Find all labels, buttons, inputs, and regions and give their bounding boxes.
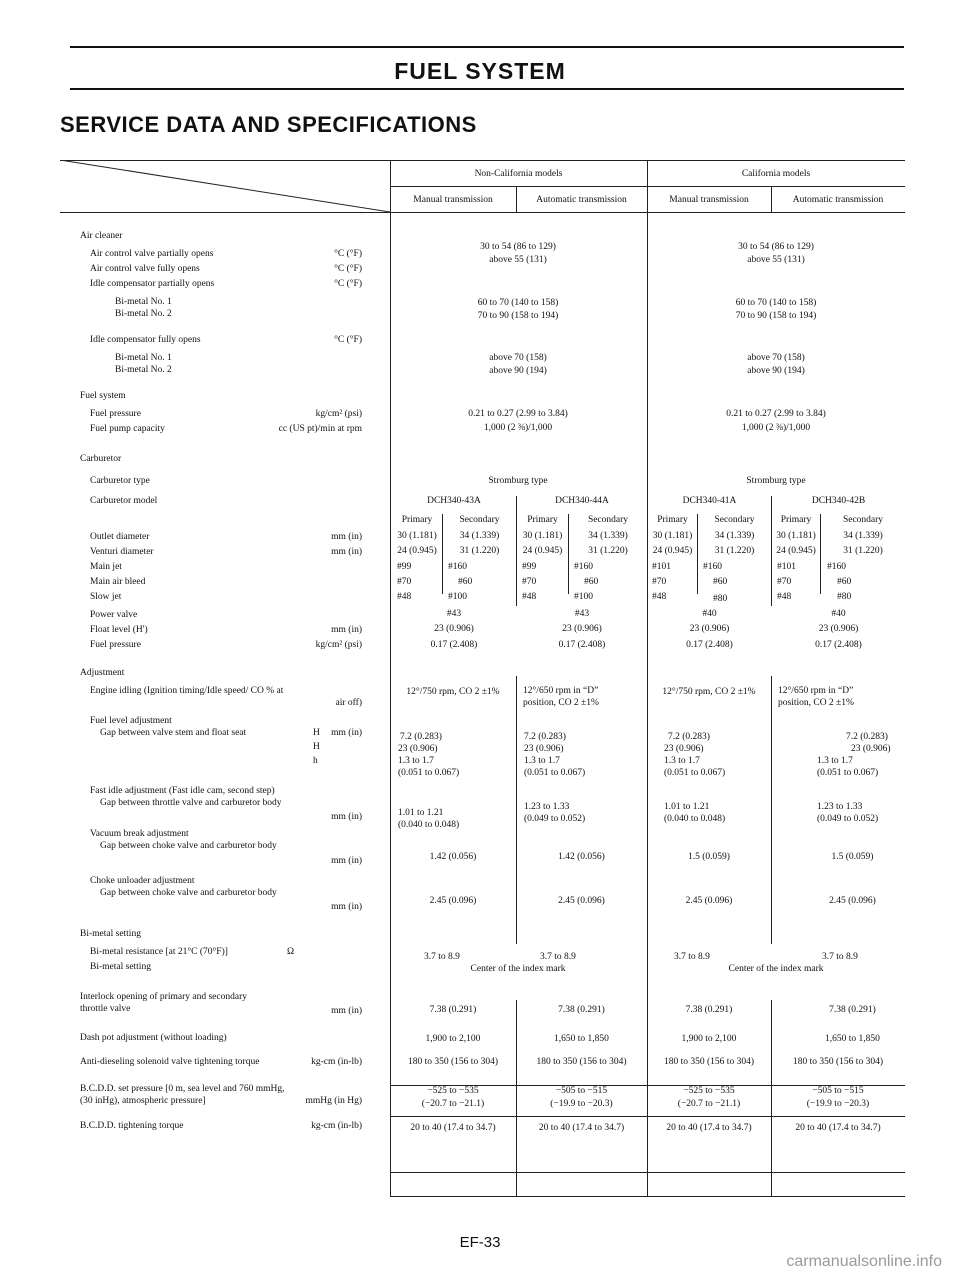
m4-main-jet-p: #101 (777, 562, 796, 572)
c3-dash-pot: 1,900 to 2,100 (681, 1034, 737, 1044)
m2-main-jet-p: #99 (522, 562, 537, 572)
m4-slow-jet-p: #48 (777, 592, 792, 602)
label-bimetal-setting: Bi-metal setting (80, 929, 141, 939)
page-number: EF-33 (459, 1234, 501, 1251)
c4-bimetal-res: 3.7 to 8.9 (822, 952, 858, 962)
m1-main-jet-s: #160 (448, 562, 467, 572)
row-rule-bcdd (390, 1116, 905, 1117)
noncal-ic-partial-1: 60 to 70 (140 to 158) (477, 298, 559, 308)
m4-main-jet-s: #160 (827, 562, 846, 572)
m4-power-valve: #40 (831, 609, 846, 619)
m4-outlet-p: 30 (1.181) (776, 531, 816, 541)
c2-dash-pot: 1,650 to 1,850 (554, 1034, 609, 1044)
m3-slow-jet-p: #48 (652, 592, 667, 602)
unit-idle-full: °C (°F) (334, 335, 362, 345)
m1-venturi-p: 24 (0.945) (397, 546, 437, 556)
c4-vacuum-break: 1.5 (0.059) (831, 852, 874, 862)
unit-interlock: mm (in) (331, 1006, 362, 1016)
unit-bcdd-torque: kg-cm (in-lb) (311, 1121, 362, 1131)
chapter-title: FUEL SYSTEM (394, 58, 566, 84)
label-vacuum-break: Vacuum break adjustment (90, 829, 189, 839)
c1-choke-unloader: 2.45 (0.096) (429, 896, 477, 906)
label-carb-model: Carburetor model (90, 496, 158, 506)
c1-interlock: 7.38 (0.291) (429, 1005, 477, 1015)
unit-fast-idle: mm (in) (331, 812, 362, 822)
unit-vacuum-break: mm (in) (331, 856, 362, 866)
model-2: DCH340-44A (555, 496, 609, 506)
label-bimetal-resistance: Bi-metal resistance [at 21°C (70°F)] (90, 947, 228, 957)
m2-outlet-s: 34 (1.339) (588, 531, 628, 541)
noncal-ic-partial-2: 70 to 90 (158 to 194) (477, 311, 559, 321)
m1-slow-jet-s: #100 (448, 592, 467, 602)
m2-main-jet-s: #160 (574, 562, 593, 572)
noncal-fuel-pump: 1,000 (2 ⅜)/1,000 (483, 423, 553, 433)
m1-main-air-s: #60 (458, 577, 473, 587)
m2-secondary: Secondary (587, 515, 629, 525)
c3-bimetal-res: 3.7 to 8.9 (674, 952, 710, 962)
label-gap-choke: Gap between choke valve and carburetor body (100, 841, 277, 851)
c4-fast-idle-2: (0.049 to 0.052) (817, 814, 879, 824)
label-carburetor: Carburetor (80, 454, 122, 464)
m3-venturi-s: 31 (1.220) (714, 546, 755, 556)
c3-fast-idle-1: 1.01 to 1.21 (664, 802, 710, 812)
c2-interlock: 7.38 (0.291) (558, 1005, 605, 1015)
label-anti-dieseling: Anti-dieseling solenoid valve tightening torque (80, 1057, 260, 1067)
cal-bottom-divider (771, 1000, 772, 1196)
label-fuel-system: Fuel system (80, 391, 126, 401)
c4-bcdd-1: −505 to −515 (812, 1086, 864, 1096)
header-cal-auto: Automatic transmission (792, 195, 884, 205)
label-fuel-level-adj: Fuel level adjustment (90, 716, 172, 726)
c3-gap-h2: (0.051 to 0.067) (664, 768, 726, 778)
noncal-bimetal-center: Center of the index mark (470, 964, 566, 974)
unit-fuel-pressure: kg/cm² (psi) (315, 409, 362, 419)
label-idle-comp-partial: Idle compensator partially opens (90, 279, 215, 289)
m3-power-valve: #40 (702, 609, 717, 619)
label-power-valve: Power valve (90, 610, 138, 620)
c4-dash-pot: 1,650 to 1,850 (825, 1034, 880, 1044)
m2-float-level: 23 (0.906) (562, 624, 602, 634)
m3-float-level: 23 (0.906) (689, 624, 730, 634)
header-noncal: Non-California models (474, 169, 563, 179)
cal-fuel-pump: 1,000 (2 ⅜)/1,000 (741, 423, 811, 433)
cal-ic-full-1: above 70 (158) (747, 353, 805, 363)
m1-power-valve: #43 (446, 609, 462, 619)
m4-main-air-s: #60 (837, 577, 852, 587)
top-rule (70, 46, 904, 48)
label-venturi: Venturi diameter (90, 547, 154, 557)
section-title: SERVICE DATA AND SPECIFICATIONS (60, 112, 477, 137)
label-bimetal-1: Bi-metal No. 1 (115, 297, 172, 307)
m3-outlet-p: 30 (1.181) (652, 531, 693, 541)
m3-carb-fuel-pressure: 0.17 (2.408) (686, 640, 733, 650)
unit-outlet: mm (in) (331, 532, 362, 542)
c4-gap-H1: 7.2 (0.283) (846, 732, 888, 742)
label-choke-unloader: Choke unloader adjustment (90, 876, 195, 886)
label-adjustment: Adjustment (80, 668, 125, 678)
label-gap-throttle: Gap between throttle valve and carburetor body (100, 798, 282, 808)
c1-gap-h2: (0.051 to 0.067) (398, 768, 460, 778)
m3-main-jet-p: #101 (652, 562, 671, 572)
label-idle-comp-full: Idle compensator fully opens (90, 335, 201, 345)
m2-slow-jet-p: #48 (522, 592, 537, 602)
unit-idle-partial: °C (°F) (334, 279, 362, 289)
noncal-bottom-divider (516, 1000, 517, 1196)
c2-gap-H1: 7.2 (0.283) (524, 732, 566, 742)
m1-outlet-p: 30 (1.181) (397, 531, 437, 541)
m4-venturi-p: 24 (0.945) (776, 546, 816, 556)
label-interlock-1: Interlock opening of primary and secondary (80, 992, 247, 1002)
c2-bimetal-res: 3.7 to 8.9 (540, 952, 576, 962)
c4-choke-unloader: 2.45 (0.096) (829, 896, 876, 906)
label-bimetal-setting2: Bi-metal setting (90, 962, 151, 972)
label-gap-choke2: Gap between choke valve and carburetor body (100, 888, 277, 898)
c2-bcdd-1: −505 to −515 (555, 1086, 608, 1096)
m4-secondary: Secondary (842, 515, 884, 525)
m4-float-level: 23 (0.906) (818, 624, 859, 634)
m2-outlet-p: 30 (1.181) (522, 531, 563, 541)
c1-anti-dieseling: 180 to 350 (156 to 304) (408, 1057, 498, 1067)
label-bimetal-2: Bi-metal No. 2 (115, 309, 172, 319)
unit-idling: air off) (335, 698, 362, 708)
model-4: DCH340-42B (811, 496, 866, 506)
unit-ohm: Ω (287, 947, 295, 957)
c4-bcdd-2: (−19.9 to −20.3) (806, 1099, 870, 1109)
c1-dash-pot: 1,900 to 2,100 (425, 1034, 481, 1044)
label-main-jet: Main jet (90, 562, 122, 572)
noncal-ic-full-1: above 70 (158) (489, 353, 547, 363)
m2-primary: Primary (527, 515, 558, 525)
noncal-acv-partial: 30 to 54 (86 to 129) (480, 242, 556, 252)
c2-gap-h1: 1.3 to 1.7 (524, 756, 560, 766)
m3-slow-jet-s: #80 (713, 594, 728, 604)
label-carb-type: Carburetor type (90, 476, 150, 486)
label-fuel-pressure: Fuel pressure (90, 409, 141, 419)
m3-secondary: Secondary (714, 515, 755, 525)
m3-main-air-p: #70 (652, 577, 667, 587)
m1-slow-jet-p: #48 (397, 592, 412, 602)
c1-gap-H1: 7.2 (0.283) (400, 732, 442, 742)
header-noncal-manual: Manual transmission (413, 195, 493, 205)
m3-venturi-p: 24 (0.945) (652, 546, 693, 556)
table-bottom-rule (390, 1196, 905, 1197)
label-acv-partial: Air control valve partially opens (90, 249, 214, 259)
c4-fast-idle-1: 1.23 to 1.33 (817, 802, 863, 812)
cal-ic-partial-1: 60 to 70 (140 to 158) (735, 298, 817, 308)
label-gap-h: h (313, 756, 318, 766)
m2-venturi-p: 24 (0.945) (522, 546, 563, 556)
cal-idling-manual: 12°/750 rpm, CO 2 ±1% (662, 687, 756, 697)
noncal-ic-full-2: above 90 (194) (489, 366, 547, 376)
cal-idling-auto-2: position, CO 2 ±1% (778, 698, 854, 708)
m4-slow-jet-s: #80 (837, 592, 852, 602)
label-bcdd-2: (30 inHg), atmospheric pressure] (80, 1096, 206, 1106)
m1-carb-fuel-pressure: 0.17 (2.408) (430, 640, 478, 650)
header-noncal-auto: Automatic transmission (536, 195, 627, 205)
c3-bcdd-1: −525 to −535 (683, 1086, 735, 1096)
cal-acv-full: above 55 (131) (747, 255, 805, 265)
c2-fast-idle-2: (0.049 to 0.052) (524, 814, 586, 824)
label-bcdd-1: B.C.D.D. set pressure [0 m, sea level and 760 mmHg, (80, 1084, 285, 1094)
unit-carb-fuel-pressure: kg/cm² (psi) (315, 640, 362, 650)
cal-lower-divider (771, 676, 772, 944)
unit-choke-unloader: mm (in) (331, 902, 362, 912)
c4-interlock: 7.38 (0.291) (829, 1005, 876, 1015)
c2-fast-idle-1: 1.23 to 1.33 (524, 802, 570, 812)
cal-bimetal-center: Center of the index mark (728, 964, 824, 974)
c4-gap-h1: 1.3 to 1.7 (817, 756, 853, 766)
noncal-idling-manual: 12°/750 rpm, CO 2 ±1% (406, 687, 500, 697)
m4-outlet-s: 34 (1.339) (843, 531, 883, 541)
row-rule-bcdd-torque (390, 1172, 905, 1173)
cal-acv-partial: 30 to 54 (86 to 129) (738, 242, 814, 252)
m3-primary: Primary (657, 515, 688, 525)
unit-bcdd: mmHg (in Hg) (305, 1096, 362, 1106)
m4-primary: Primary (780, 515, 812, 525)
header-bottom-rule (60, 212, 905, 213)
unit-fuel-pump: cc (US pt)/min at rpm (278, 424, 362, 434)
m1-outlet-s: 34 (1.339) (459, 531, 500, 541)
c1-gap-H2: 23 (0.906) (398, 744, 438, 754)
m1-secondary: Secondary (459, 515, 500, 525)
c1-fast-idle-1: 1.01 to 1.21 (398, 808, 444, 818)
noncal-idling-auto-1: 12°/650 rpm in “D” (523, 686, 599, 696)
unit-acv-full: °C (°F) (334, 264, 362, 274)
c2-bcdd-2: (−19.9 to −20.3) (550, 1099, 613, 1109)
label-bcdd-torque: B.C.D.D. tightening torque (80, 1121, 184, 1131)
c3-interlock: 7.38 (0.291) (685, 1005, 733, 1015)
m4-venturi-s: 31 (1.220) (843, 546, 883, 556)
m1-float-level: 23 (0.906) (434, 624, 474, 634)
c1-vacuum-break: 1.42 (0.056) (429, 852, 477, 862)
c1-fast-idle-2: (0.040 to 0.048) (398, 820, 460, 830)
c3-bcdd-2: (−20.7 to −21.1) (677, 1099, 741, 1109)
c2-anti-dieseling: 180 to 350 (156 to 304) (536, 1057, 627, 1067)
m2-main-air-s: #60 (584, 577, 599, 587)
noncal-carb-type: Stromburg type (488, 476, 548, 486)
cal-idling-auto-1: 12°/650 rpm in “D” (778, 686, 854, 696)
label-interlock-2: throttle valve (80, 1004, 131, 1014)
label-outlet: Outlet diameter (90, 532, 150, 542)
label-gap-H: H (313, 728, 320, 738)
cal-ic-full-2: above 90 (194) (747, 366, 805, 376)
model-3: DCH340-41A (682, 496, 737, 506)
header-cal-manual: Manual transmission (669, 195, 749, 205)
label-gap-valve: Gap between valve stem and float seat (100, 728, 247, 738)
c4-gap-H2: 23 (0.906) (851, 744, 891, 754)
c2-gap-H2: 23 (0.906) (524, 744, 564, 754)
m4-main-air-p: #70 (777, 577, 792, 587)
c2-vacuum-break: 1.42 (0.056) (558, 852, 605, 862)
label-acv-full: Air control valve fully opens (90, 264, 200, 274)
label-main-air: Main air bleed (90, 577, 146, 587)
m2-main-air-p: #70 (522, 577, 537, 587)
c3-gap-H1: 7.2 (0.283) (668, 732, 710, 742)
noncal-fuel-pressure: 0.21 to 0.27 (2.99 to 3.84) (468, 409, 568, 419)
m3-main-jet-s: #160 (703, 562, 722, 572)
cal-ic-partial-2: 70 to 90 (158 to 194) (735, 311, 817, 321)
m1-main-air-p: #70 (397, 577, 412, 587)
model-1: DCH340-43A (427, 496, 481, 506)
c1-bcdd-torque: 20 to 40 (17.4 to 34.7) (410, 1123, 496, 1133)
c2-bcdd-torque: 20 to 40 (17.4 to 34.7) (538, 1123, 625, 1133)
c1-bcdd-2: (−20.7 to −21.1) (421, 1099, 485, 1109)
c1-bimetal-res: 3.7 to 8.9 (424, 952, 460, 962)
label-float-level: Float level (H') (90, 625, 148, 635)
label-fuel-pump: Fuel pump capacity (90, 424, 165, 434)
header-diagonal (60, 160, 390, 212)
unit-float-level: mm (in) (331, 625, 362, 635)
c1-gap-h1: 1.3 to 1.7 (398, 756, 434, 766)
m2-slow-jet-s: #100 (574, 592, 593, 602)
header-cal: California models (741, 169, 811, 179)
c3-fast-idle-2: (0.040 to 0.048) (664, 814, 726, 824)
label-fast-idle: Fast idle adjustment (Fast idle cam, second step) (90, 786, 275, 796)
m4-carb-fuel-pressure: 0.17 (2.408) (815, 640, 862, 650)
c4-gap-h2: (0.051 to 0.067) (817, 768, 879, 778)
m2-carb-fuel-pressure: 0.17 (2.408) (558, 640, 606, 650)
unit-anti-dieseling: kg-cm (in-lb) (311, 1057, 362, 1067)
m1-venturi-s: 31 (1.220) (459, 546, 500, 556)
m3-outlet-s: 34 (1.339) (714, 531, 755, 541)
watermark: carmanualsonline.info (786, 1253, 942, 1270)
label-air-cleaner: Air cleaner (80, 231, 123, 241)
c1-bcdd-1: −525 to −535 (427, 1086, 479, 1096)
cal-fuel-pressure: 0.21 to 0.27 (2.99 to 3.84) (726, 409, 826, 419)
unit-acv-partial: °C (°F) (334, 249, 362, 259)
unit-venturi: mm (in) (331, 547, 362, 557)
chapter-rule (70, 88, 904, 90)
c3-gap-h1: 1.3 to 1.7 (664, 756, 700, 766)
m1-main-jet-p: #99 (397, 562, 412, 572)
c2-choke-unloader: 2.45 (0.096) (558, 896, 605, 906)
c3-choke-unloader: 2.45 (0.096) (685, 896, 733, 906)
c4-bcdd-torque: 20 to 40 (17.4 to 34.7) (795, 1123, 881, 1133)
c4-anti-dieseling: 180 to 350 (156 to 304) (793, 1057, 883, 1067)
label-slow-jet: Slow jet (90, 592, 122, 602)
c3-gap-H2: 23 (0.906) (664, 744, 704, 754)
label-dash-pot: Dash pot adjustment (without loading) (80, 1033, 227, 1043)
c2-gap-h2: (0.051 to 0.067) (524, 768, 586, 778)
m1-primary: Primary (401, 515, 433, 525)
label-bimetal-1b: Bi-metal No. 1 (115, 353, 172, 363)
label-carb-fuel-pressure: Fuel pressure (90, 640, 141, 650)
label-gap-H2: H (313, 742, 320, 752)
c3-vacuum-break: 1.5 (0.059) (688, 852, 730, 862)
label-bimetal-2b: Bi-metal No. 2 (115, 365, 172, 375)
cal-carb-type: Stromburg type (746, 476, 806, 486)
c3-anti-dieseling: 180 to 350 (156 to 304) (664, 1057, 754, 1067)
noncal-acv-full: above 55 (131) (489, 255, 547, 265)
m3-main-air-s: #60 (713, 577, 728, 587)
m2-venturi-s: 31 (1.220) (588, 546, 628, 556)
unit-gap-valve: mm (in) (331, 728, 362, 738)
label-idling: Engine idling (Ignition timing/Idle speed/ CO % at (90, 686, 284, 696)
noncal-idling-auto-2: position, CO 2 ±1% (523, 698, 599, 708)
m2-power-valve: #43 (574, 609, 590, 619)
c3-bcdd-torque: 20 to 40 (17.4 to 34.7) (666, 1123, 752, 1133)
